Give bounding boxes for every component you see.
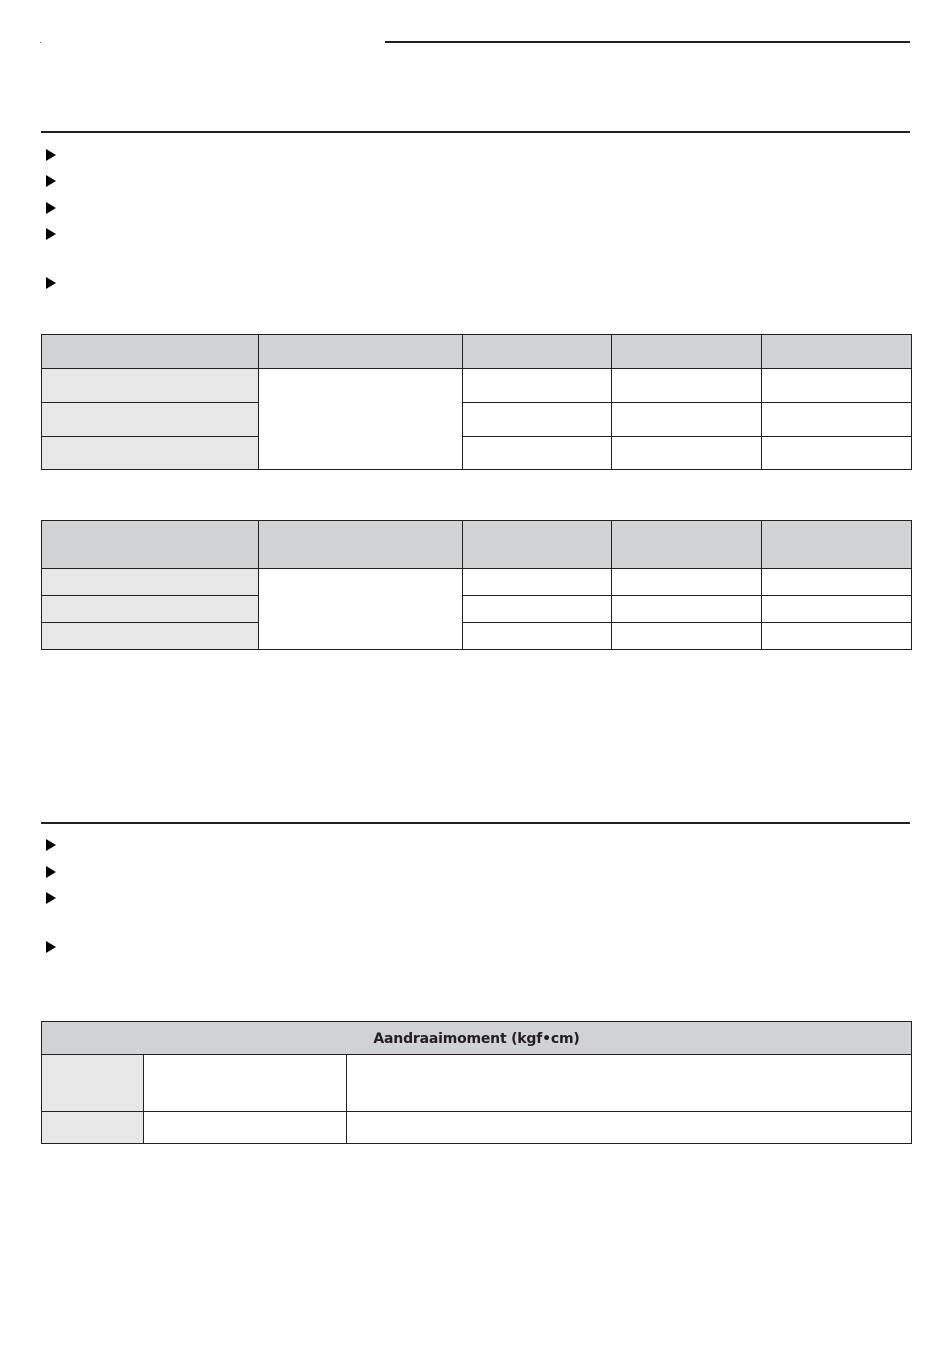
table-header-cell <box>259 335 463 369</box>
table-cell <box>612 623 762 650</box>
table-header-cell <box>259 521 463 569</box>
torque-table-title: Aandraaimoment (kgf•cm) <box>373 1030 580 1047</box>
bullet-icon <box>46 228 56 240</box>
table-row-label <box>42 437 259 470</box>
section-2-rule <box>41 822 910 824</box>
table-cell <box>347 1112 912 1144</box>
table-cell <box>612 403 762 437</box>
table-cell <box>463 596 612 623</box>
header-rule <box>385 41 910 43</box>
table-cell <box>463 623 612 650</box>
table-row-label <box>42 369 259 403</box>
table-header-cell <box>762 335 912 369</box>
table-cell <box>612 369 762 403</box>
spec-table-1 <box>41 334 912 470</box>
table-row-label <box>42 1055 144 1112</box>
table-cell <box>762 623 912 650</box>
bullet-icon <box>46 277 56 289</box>
table-header-cell <box>612 335 762 369</box>
table-cell <box>762 569 912 596</box>
spec-table-2 <box>41 520 912 650</box>
section-1-rule <box>41 131 910 133</box>
bullet-icon <box>46 892 56 904</box>
table-merged-cell <box>259 369 463 470</box>
bullet-icon <box>46 149 56 161</box>
table-cell <box>762 596 912 623</box>
table-cell <box>762 369 912 403</box>
table-cell <box>762 437 912 470</box>
table-header-cell <box>42 521 259 569</box>
table-header-cell <box>463 521 612 569</box>
table-row-label <box>42 623 259 650</box>
table-cell <box>463 437 612 470</box>
bullet-icon <box>46 839 56 851</box>
torque-table <box>41 1021 912 1144</box>
table-cell <box>144 1112 347 1144</box>
bullet-icon <box>46 175 56 187</box>
table-header-cell <box>762 521 912 569</box>
torque-table-title-cell <box>42 1022 912 1055</box>
table-cell <box>463 369 612 403</box>
table-cell <box>612 596 762 623</box>
table-header-cell <box>42 335 259 369</box>
table-cell <box>347 1055 912 1112</box>
bullet-icon <box>46 941 56 953</box>
table-header-cell <box>612 521 762 569</box>
table-cell <box>612 569 762 596</box>
table-cell <box>612 437 762 470</box>
table-row-label <box>42 569 259 596</box>
table-cell <box>144 1055 347 1112</box>
table-cell <box>463 403 612 437</box>
table-merged-cell <box>259 569 463 650</box>
table-cell <box>762 403 912 437</box>
table-cell <box>463 569 612 596</box>
bullet-icon <box>46 866 56 878</box>
table-row-label <box>42 403 259 437</box>
table-header-cell <box>463 335 612 369</box>
bullet-icon <box>46 202 56 214</box>
table-row-label <box>42 596 259 623</box>
table-row-label <box>42 1112 144 1144</box>
page-mark <box>40 42 41 43</box>
